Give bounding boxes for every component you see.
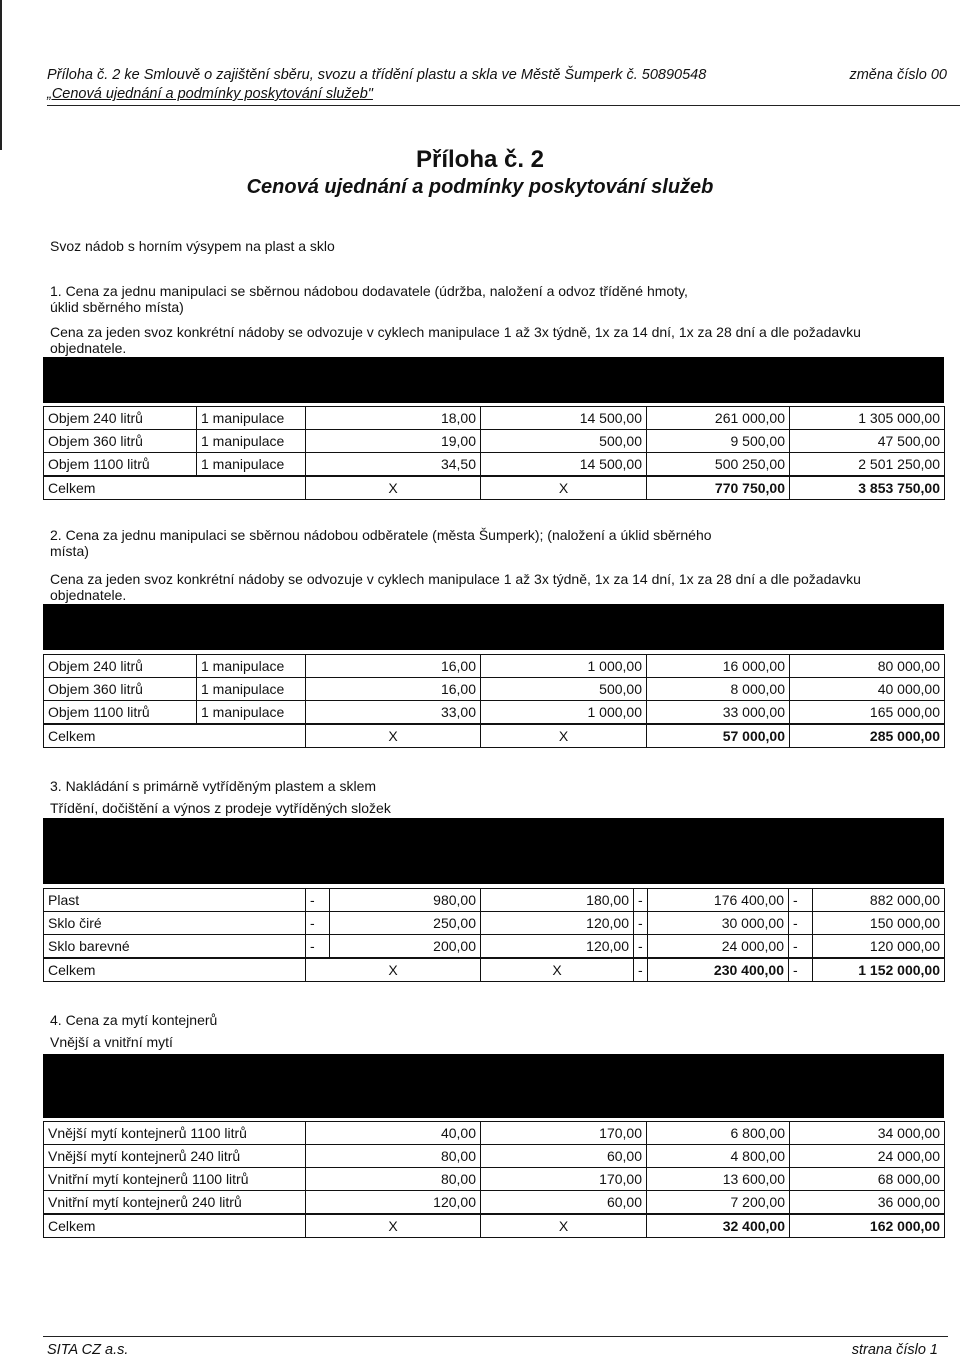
intro-text: Svoz nádob s horním výsypem na plast a sklo (50, 238, 335, 254)
table-cell: 34,50 (306, 453, 481, 477)
table-row (44, 430, 945, 453)
header-rule (47, 105, 960, 106)
table-cell: 19,00 (306, 430, 481, 453)
section1-table (43, 406, 945, 500)
table-cell: Celkem (44, 476, 306, 500)
table-cell: X (481, 724, 647, 748)
header-change-number: změna číslo 00 (849, 67, 947, 83)
table-cell: 14 500,00 (481, 453, 647, 477)
table-cell: 16 000,00 (647, 655, 790, 678)
table-cell: 500,00 (481, 678, 647, 701)
table-cell: 770 750,00 (647, 476, 790, 500)
table-cell: 13 600,00 (647, 1168, 790, 1191)
table-row (44, 935, 945, 959)
table-cell: Sklo čiré (44, 912, 306, 935)
table-cell: 200,00 (330, 935, 481, 959)
table-cell: X (481, 958, 634, 982)
table-cell: Plast (44, 889, 306, 912)
table-cell: 500 250,00 (647, 453, 790, 477)
table-row (44, 701, 945, 725)
table-row (44, 655, 945, 678)
table-cell: 7 200,00 (647, 1191, 790, 1215)
table-cell: 1 152 000,00 (813, 958, 945, 982)
table-cell: 1 manipulace (197, 453, 306, 477)
table-cell: - (306, 912, 330, 935)
section3-table (43, 888, 945, 982)
table-cell: 30 000,00 (648, 912, 789, 935)
section2-redacted-header (43, 604, 944, 650)
table-total-row (44, 476, 945, 500)
table-cell: 80,00 (306, 1145, 481, 1168)
table-cell: Celkem (44, 958, 306, 982)
table-cell: X (306, 724, 481, 748)
table-cell: 60,00 (481, 1191, 647, 1215)
table-cell: - (789, 912, 813, 935)
section4-table (43, 1121, 945, 1238)
header-contract-ref: Příloha č. 2 ke Smlouvě o zajištění sběru, svozu a třídění plastu a skla ve Městě Šumperk č. 50890548 (47, 67, 707, 83)
table-cell: 170,00 (481, 1168, 647, 1191)
table-row (44, 912, 945, 935)
table-cell: 6 800,00 (647, 1122, 790, 1145)
table-cell: 14 500,00 (481, 407, 647, 430)
section3-redacted-header (43, 818, 944, 884)
footer-company: SITA CZ a.s. (47, 1342, 129, 1358)
table-total-row (44, 958, 945, 982)
table-cell: 4 800,00 (647, 1145, 790, 1168)
table-cell: 8 000,00 (647, 678, 790, 701)
table-cell: 1 manipulace (197, 678, 306, 701)
table-cell: Vnější mytí kontejnerů 240 litrů (44, 1145, 306, 1168)
table-cell: 980,00 (330, 889, 481, 912)
table-cell: 60,00 (481, 1145, 647, 1168)
table-cell: 24 000,00 (790, 1145, 945, 1168)
table-total-row (44, 724, 945, 748)
table-cell: 165 000,00 (790, 701, 945, 725)
table-cell: - (634, 912, 648, 935)
table-cell: 68 000,00 (790, 1168, 945, 1191)
footer-page-number: strana číslo 1 (851, 1342, 938, 1358)
table-row (44, 1168, 945, 1191)
table-cell: 1 000,00 (481, 701, 647, 725)
table-row (44, 1191, 945, 1215)
table-cell: Objem 240 litrů (44, 407, 197, 430)
table-cell: - (634, 935, 648, 959)
table-cell: 47 500,00 (790, 430, 945, 453)
section3-heading: 3. Nakládání s primárně vytříděným plastem a sklem (50, 778, 377, 794)
table-cell: 18,00 (306, 407, 481, 430)
section4-heading: 4. Cena za mytí kontejnerů (50, 1012, 218, 1028)
table-cell: 120,00 (306, 1191, 481, 1215)
table-cell: 16,00 (306, 655, 481, 678)
section3-subheading: Třídění, dočištění a výnos z prodeje vytříděných složek (50, 800, 391, 816)
footer-rule (43, 1336, 948, 1337)
table-cell: 285 000,00 (790, 724, 945, 748)
table-row (44, 1122, 945, 1145)
table-cell: X (481, 1214, 647, 1238)
section2-note: Cena za jeden svoz konkrétní nádoby se odvozuje v cyklech manipulace 1 až 3x týdně, 1x za 14 dní, 1x za 28 dní a dle požadavku objednatele. (50, 571, 861, 603)
table-cell: - (789, 889, 813, 912)
table-cell: 120,00 (481, 912, 634, 935)
table-row (44, 453, 945, 477)
header-annex-name: „Cenová ujednání a podmínky poskytování služeb" (47, 86, 373, 102)
table-cell: 40,00 (306, 1122, 481, 1145)
table-cell: Objem 360 litrů (44, 678, 197, 701)
table-cell: Sklo barevné (44, 935, 306, 959)
table-cell: 230 400,00 (648, 958, 789, 982)
table-cell: 1 manipulace (197, 430, 306, 453)
table-cell: X (481, 476, 647, 500)
table-cell: 120 000,00 (813, 935, 945, 959)
table-cell: Vnitřní mytí kontejnerů 1100 litrů (44, 1168, 306, 1191)
table-cell: 3 853 750,00 (790, 476, 945, 500)
section1-redacted-header (43, 357, 944, 403)
table-cell: - (789, 935, 813, 959)
section1-note: Cena za jeden svoz konkrétní nádoby se odvozuje v cyklech manipulace 1 až 3x týdně, 1x za 14 dní, 1x za 28 dní a dle požadavku objednatele. (50, 324, 861, 356)
table-cell: 33 000,00 (647, 701, 790, 725)
table-cell: 162 000,00 (790, 1214, 945, 1238)
table-cell: X (306, 1214, 481, 1238)
section1-heading: 1. Cena za jednu manipulaci se sběrnou nádobou dodavatele (údržba, naložení a odvoz tříděné hmoty, úklid sběrného místa) (50, 283, 688, 315)
table-cell: 1 manipulace (197, 701, 306, 725)
table-cell: 150 000,00 (813, 912, 945, 935)
table-row (44, 407, 945, 430)
table-cell: 32 400,00 (647, 1214, 790, 1238)
table-cell: Objem 240 litrů (44, 655, 197, 678)
table-cell: X (306, 958, 481, 982)
table-cell: 180,00 (481, 889, 634, 912)
table-cell: X (306, 476, 481, 500)
table-cell: - (789, 958, 813, 982)
table-cell: 261 000,00 (647, 407, 790, 430)
table-cell: Celkem (44, 724, 306, 748)
table-row (44, 678, 945, 701)
table-cell: 1 manipulace (197, 407, 306, 430)
table-cell: 176 400,00 (648, 889, 789, 912)
table-cell: 500,00 (481, 430, 647, 453)
section4-redacted-header (43, 1054, 944, 1118)
scan-edge-line (0, 0, 2, 150)
table-cell: 80 000,00 (790, 655, 945, 678)
table-cell: 40 000,00 (790, 678, 945, 701)
table-cell: 882 000,00 (813, 889, 945, 912)
table-cell: Celkem (44, 1214, 306, 1238)
table-cell: Objem 1100 litrů (44, 453, 197, 477)
table-cell: Vnější mytí kontejnerů 1100 litrů (44, 1122, 306, 1145)
table-cell: - (634, 958, 648, 982)
table-row (44, 1145, 945, 1168)
table-cell: 9 500,00 (647, 430, 790, 453)
table-cell: 2 501 250,00 (790, 453, 945, 477)
table-cell: 24 000,00 (648, 935, 789, 959)
document-header (47, 66, 947, 104)
table-cell: 1 305 000,00 (790, 407, 945, 430)
table-cell: 120,00 (481, 935, 634, 959)
page-subtitle: Cenová ujednání a podmínky poskytování služeb (246, 176, 714, 198)
section4-subheading: Vnější a vnitřní mytí (50, 1034, 173, 1050)
section2-heading: 2. Cena za jednu manipulaci se sběrnou nádobou odběratele (města Šumperk); (naložení a úklid sběrného místa) (50, 527, 712, 559)
table-total-row (44, 1214, 945, 1238)
table-cell: 57 000,00 (647, 724, 790, 748)
table-cell: 170,00 (481, 1122, 647, 1145)
section2-table (43, 654, 945, 748)
table-cell: 80,00 (306, 1168, 481, 1191)
table-cell: 1 000,00 (481, 655, 647, 678)
table-cell: 33,00 (306, 701, 481, 725)
table-cell: Objem 1100 litrů (44, 701, 197, 725)
table-cell: - (306, 935, 330, 959)
table-cell: 16,00 (306, 678, 481, 701)
table-cell: 36 000,00 (790, 1191, 945, 1215)
table-cell: - (634, 889, 648, 912)
table-cell: - (306, 889, 330, 912)
page-title: Příloha č. 2 (415, 146, 545, 173)
table-cell: 250,00 (330, 912, 481, 935)
table-cell: 1 manipulace (197, 655, 306, 678)
table-cell: Vnitřní mytí kontejnerů 240 litrů (44, 1191, 306, 1215)
table-row (44, 889, 945, 912)
table-cell: Objem 360 litrů (44, 430, 197, 453)
table-cell: 34 000,00 (790, 1122, 945, 1145)
